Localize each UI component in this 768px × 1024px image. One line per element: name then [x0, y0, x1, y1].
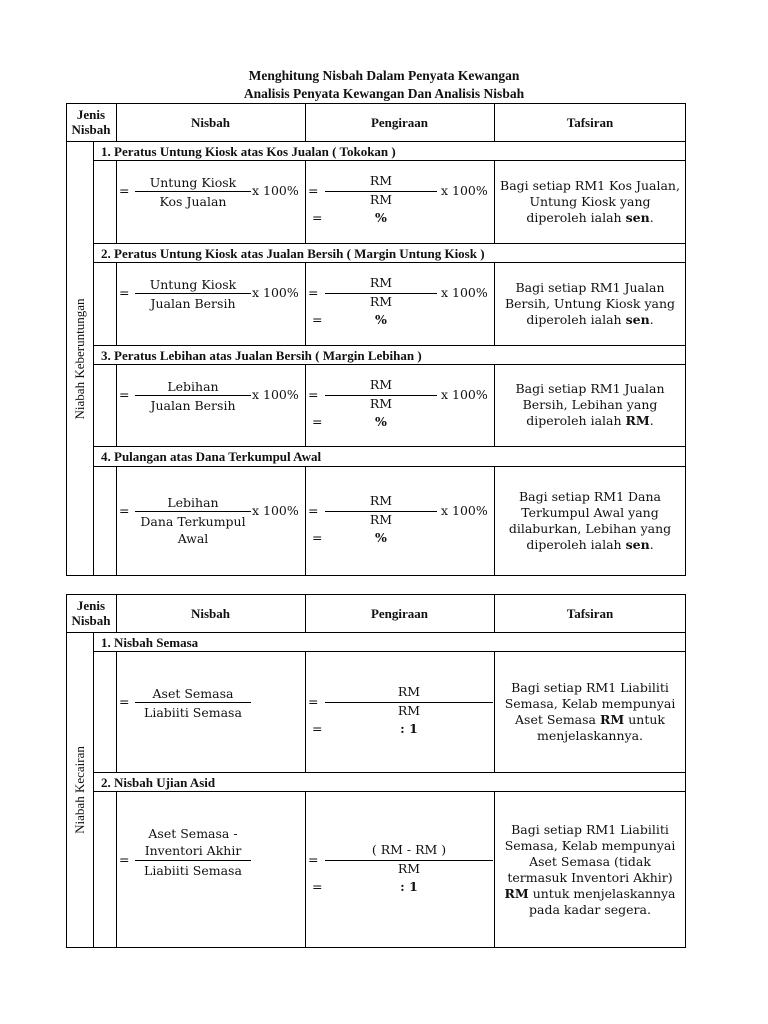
rule — [305, 364, 306, 446]
pengiraan-numerator: RM — [369, 275, 393, 290]
equals-sign: = — [119, 503, 130, 518]
section-title: 2. Nisbah Ujian Asid — [101, 774, 216, 790]
tafsiran-text — [498, 364, 682, 446]
equals-sign: = — [312, 879, 323, 894]
category-label: Niabah Kecairan — [71, 746, 87, 834]
numerator: Lebihan — [167, 495, 219, 510]
equals-sign: = — [308, 285, 319, 300]
result-placeholder: : 1 — [400, 879, 418, 894]
tafsiran-bold: RM — [600, 711, 625, 727]
times-100-percent: x 100% — [441, 503, 488, 518]
header-jenis-nisbah: Jenis Nisbah — [71, 598, 111, 628]
tafsiran-paragraph — [498, 680, 682, 744]
tafsiran-end: . — [649, 209, 654, 225]
tafsiran-paragraph — [498, 178, 682, 226]
equals-sign: = — [119, 183, 130, 198]
tafsiran-text — [498, 791, 682, 948]
pengiraan-denominator: RM — [369, 294, 393, 309]
section-title: 1. Peratus Untung Kiosk atas Kos Jualan ( Tokokan ) — [101, 143, 396, 159]
rule — [116, 160, 117, 243]
tafsiran-plain: Bagi setiap RM1 Liabiliti Semasa, Kelab mempunyai Aset Semasa (tidak termasuk Inventori Akhir) — [504, 821, 676, 885]
tafsiran-plain: Bagi setiap RM1 Jualan Bersih, Lebihan yang diperoleh ialah — [515, 381, 665, 428]
times-100-percent: x 100% — [441, 285, 488, 300]
equals-sign: = — [308, 503, 319, 518]
tafsiran-paragraph — [498, 280, 682, 328]
tafsiran-end: untuk menjelaskannya pada kadar segera. — [529, 885, 676, 917]
times-100-percent: x 100% — [252, 183, 299, 198]
equals-sign: = — [119, 387, 130, 402]
rule — [494, 791, 495, 948]
rule — [116, 651, 117, 772]
rule — [116, 791, 117, 948]
numerator: Aset Semasa - Inventori Akhir — [144, 826, 242, 858]
times-100-percent: x 100% — [441, 183, 488, 198]
pengiraan-denominator: RM — [397, 703, 421, 718]
header-nisbah: Nisbah — [190, 114, 231, 130]
result-placeholder: % — [375, 530, 387, 545]
tafsiran-end: untuk menjelaskannya. — [536, 711, 665, 743]
equals-sign: = — [308, 694, 319, 709]
rule — [494, 651, 495, 772]
rule — [305, 651, 306, 772]
pengiraan-numerator: ( RM - RM ) — [371, 842, 447, 857]
tafsiran-plain: Bagi setiap RM1 Jualan Bersih, Untung Kiosk yang diperoleh ialah — [504, 279, 676, 327]
rule — [494, 466, 495, 576]
category-label: Niabah Keberuntungan — [71, 298, 87, 419]
equals-sign: = — [312, 210, 323, 225]
pengiraan-denominator: RM — [369, 396, 393, 411]
denominator: Dana Terkumpul Awal — [140, 514, 246, 546]
tafsiran-text — [498, 651, 682, 772]
header-jenis-nisbah: Jenis Nisbah — [71, 107, 111, 137]
header-tafsiran: Tafsiran — [566, 605, 614, 621]
equals-sign: = — [119, 852, 130, 867]
result-placeholder: % — [375, 414, 387, 429]
result-placeholder: % — [375, 312, 387, 327]
rule — [305, 791, 306, 948]
tafsiran-text — [498, 262, 682, 345]
rule — [305, 262, 306, 345]
document-subtitle: Analisis Penyata Kewangan Dan Analisis Nisbah — [243, 86, 525, 101]
tafsiran-paragraph — [498, 381, 682, 429]
rule — [116, 466, 117, 576]
times-100-percent: x 100% — [252, 387, 299, 402]
tafsiran-plain: Bagi setiap RM1 Dana Terkumpul Awal yang dilaburkan, Lebihan yang diperoleh ialah — [508, 489, 672, 552]
rule — [494, 160, 495, 243]
pengiraan-denominator: RM — [369, 192, 393, 207]
denominator: Jualan Bersih — [150, 398, 236, 413]
rule — [116, 262, 117, 345]
tafsiran-bold: sen — [625, 209, 650, 225]
equals-sign: = — [119, 694, 130, 709]
rule — [494, 262, 495, 345]
tafsiran-paragraph — [498, 822, 682, 918]
document-title: Menghitung Nisbah Dalam Penyata Kewangan — [248, 68, 520, 83]
times-100-percent: x 100% — [252, 503, 299, 518]
tafsiran-end: . — [649, 311, 654, 327]
pengiraan-denominator: RM — [369, 512, 393, 527]
tafsiran-bold: RM — [504, 885, 529, 901]
rule — [116, 364, 117, 446]
denominator: Liabiiti Semasa — [144, 863, 242, 878]
tafsiran-end: . — [649, 413, 654, 428]
section-title: 3. Peratus Lebihan atas Jualan Bersih ( Margin Lebihan ) — [101, 347, 422, 363]
header-pengiraan: Pengiraan — [370, 605, 429, 621]
tafsiran-text — [498, 160, 682, 243]
equals-sign: = — [312, 530, 323, 545]
rule — [93, 141, 94, 576]
numerator: Untung Kiosk — [149, 277, 237, 292]
rule — [305, 160, 306, 243]
header-tafsiran: Tafsiran — [566, 114, 614, 130]
equals-sign: = — [119, 285, 130, 300]
tafsiran-text — [498, 466, 682, 576]
equals-sign: = — [308, 183, 319, 198]
tafsiran-plain: Bagi setiap RM1 Liabiliti Semasa, Kelab mempunyai Aset Semasa — [504, 679, 676, 727]
equals-sign: = — [308, 852, 319, 867]
times-100-percent: x 100% — [252, 285, 299, 300]
rule — [93, 632, 94, 948]
header-pengiraan: Pengiraan — [370, 114, 429, 130]
denominator: Jualan Bersih — [150, 296, 236, 311]
tafsiran-paragraph — [498, 489, 682, 553]
numerator: Aset Semasa — [152, 686, 234, 701]
pengiraan-numerator: RM — [369, 493, 393, 508]
section-title: 1. Nisbah Semasa — [101, 634, 199, 650]
pengiraan-numerator: RM — [369, 377, 393, 392]
header-nisbah: Nisbah — [190, 605, 231, 621]
equals-sign: = — [312, 414, 323, 429]
section-title: 2. Peratus Untung Kiosk atas Jualan Bersih ( Margin Untung Kiosk ) — [101, 245, 485, 261]
equals-sign: = — [312, 312, 323, 327]
tafsiran-bold: sen — [625, 311, 650, 327]
equals-sign: = — [312, 721, 323, 736]
denominator: Liabiiti Semasa — [144, 705, 242, 720]
pengiraan-numerator: RM — [397, 684, 421, 699]
pengiraan-denominator: RM — [397, 861, 421, 876]
numerator: Untung Kiosk — [149, 175, 237, 190]
rule — [494, 364, 495, 446]
tafsiran-end: . — [649, 537, 654, 552]
result-placeholder: : 1 — [400, 721, 418, 736]
tafsiran-bold: RM — [625, 413, 650, 428]
denominator: Kos Jualan — [159, 194, 227, 209]
numerator: Lebihan — [167, 379, 219, 394]
section-title: 4. Pulangan atas Dana Terkumpul Awal — [101, 449, 322, 464]
equals-sign: = — [308, 387, 319, 402]
rule — [305, 466, 306, 576]
pengiraan-numerator: RM — [369, 173, 393, 188]
tafsiran-bold: sen — [625, 537, 650, 552]
times-100-percent: x 100% — [441, 387, 488, 402]
tafsiran-plain: Bagi setiap RM1 Kos Jualan, Untung Kiosk yang diperoleh ialah — [500, 177, 680, 225]
result-placeholder: % — [375, 210, 387, 225]
